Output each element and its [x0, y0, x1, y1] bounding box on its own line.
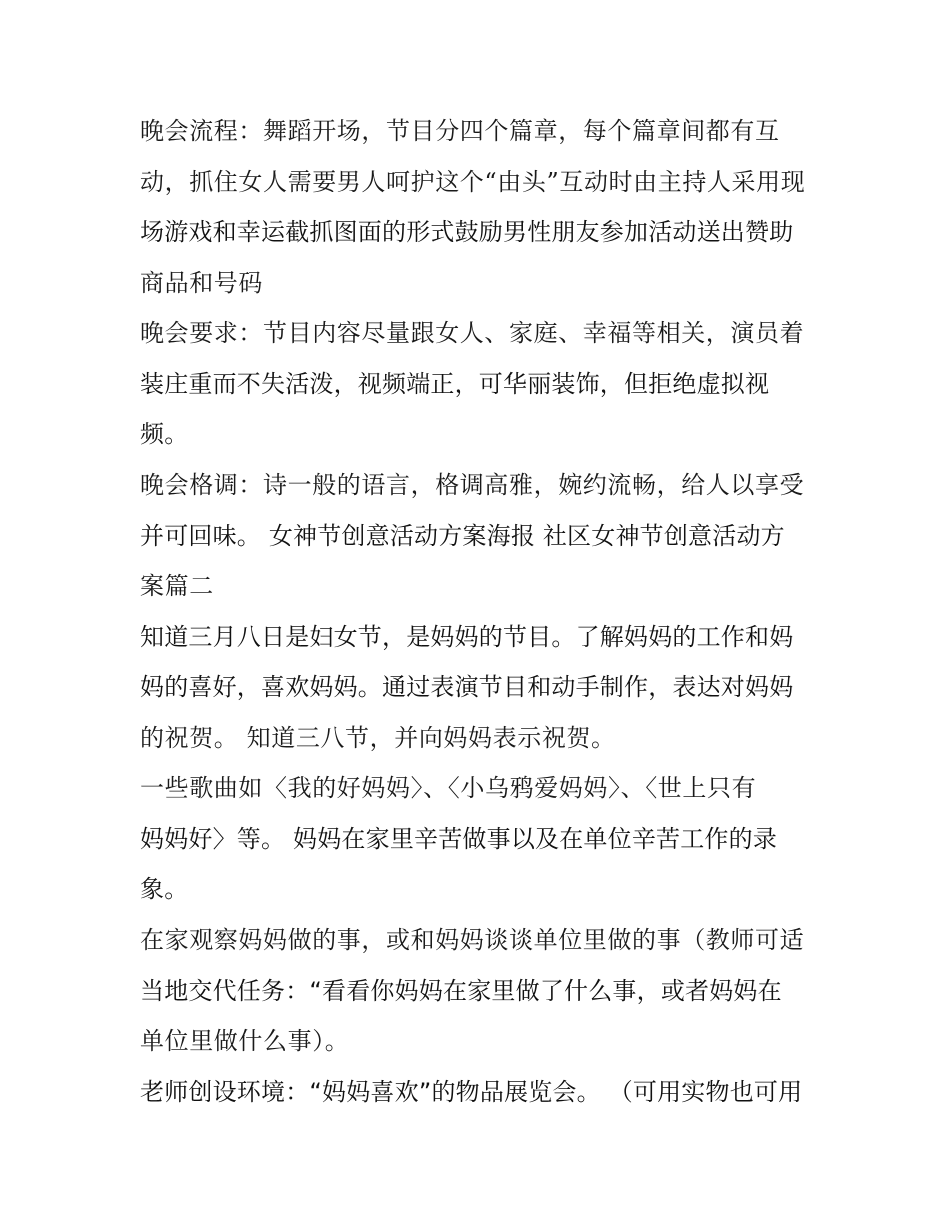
text-line: 装庄重而不失活泼，视频端正，可华丽装饰，但拒绝虚拟视	[140, 370, 770, 398]
text-line: 当地交代任务：“看看你妈妈在家里做了什么事，或者妈妈在	[140, 977, 782, 1005]
text-line: 动，抓住女人需要男人呵护这个“由头”互动时由主持人采用现	[140, 168, 806, 196]
text-line: 象。	[140, 875, 189, 903]
text-line: 场游戏和幸运截抓图面的形式鼓励男性朋友参加活动送出赞助	[140, 218, 794, 246]
text-line: 商品和号码	[140, 269, 263, 297]
text-line: 晚会要求：节目内容尽量跟女人、家庭、幸福等相关，演员着	[140, 319, 805, 347]
text-line: 妈妈好〉等。 妈妈在家里辛苦做事以及在单位辛苦工作的录	[140, 825, 778, 853]
text-line: 老师创设环境：“妈妈喜欢”的物品展览会。 （可用实物也可用	[140, 1078, 803, 1106]
text-line: 案篇二	[140, 572, 214, 600]
text-line: 在家观察妈妈做的事，或和妈妈谈谈单位里做的事（教师可适	[140, 926, 805, 954]
text-line: 晚会格调：诗一般的语言，格调高雅，婉约流畅，给人以享受	[140, 471, 805, 499]
text-line: 晚会流程：舞蹈开场，节目分四个篇章，每个篇章间都有互	[140, 117, 780, 145]
text-line: 并可回味。 女神节创意活动方案海报 社区女神节创意活动方	[140, 522, 785, 550]
text-line: 妈的喜好，喜欢妈妈。通过表演节目和动手制作，表达对妈妈	[140, 673, 794, 701]
text-line: 一些歌曲如〈我的好妈妈〉、〈小乌鸦爱妈妈〉、〈世上只有	[140, 774, 757, 802]
text-line: 知道三月八日是妇女节，是妈妈的节目。了解妈妈的工作和妈	[140, 623, 794, 651]
text-line: 单位里做什么事）。	[140, 1027, 350, 1055]
text-line: 的祝贺。 知道三八节，并向妈妈表示祝贺。	[140, 724, 616, 752]
text-line: 频。	[140, 420, 189, 448]
